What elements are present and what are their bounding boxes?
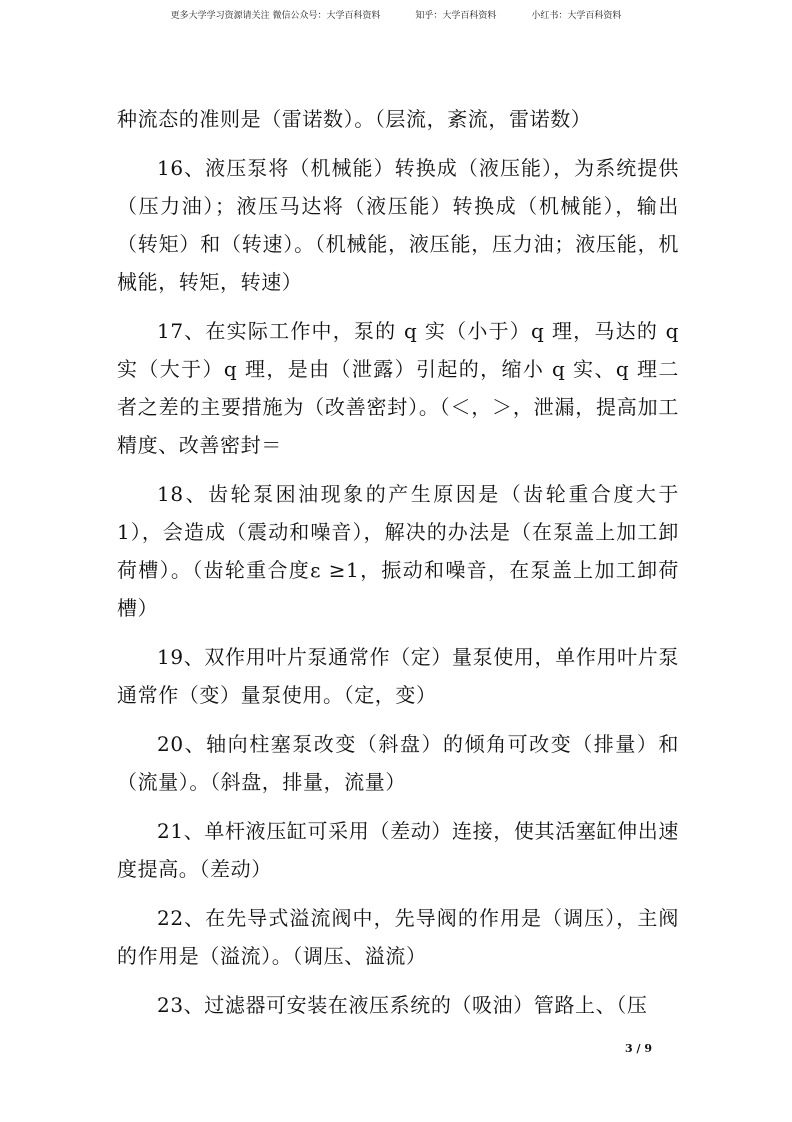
header-text-xiaohongshu: 小红书：大学百科资料 xyxy=(531,11,622,21)
paragraph-q23: 23、过滤器可安装在液压系统的（吸油）管路上、（压 xyxy=(157,993,648,1017)
paragraph-q18: 18、齿轮泵困油现象的产生原因是（齿轮重合度大于 1），会造成（震动和噪音），解决的办法是（在泵盖上加工卸荷槽）。（齿轮重合度ε ≥1，振动和噪音，在泵盖上加工卸荷槽） xyxy=(117,482,679,620)
header-text-zhihu: 知乎：大学百科资料 xyxy=(415,11,497,21)
paragraph-q16: 16、液压泵将（机械能）转换成（液压能），为系统提供（压力油）；液压马达将（液压能）转换成（机械能），输出（转矩）和（转速）。（机械能，液压能，压力油；液压能，机械能，转矩，转速） xyxy=(117,156,679,294)
paragraph-q20: 20、轴向柱塞泵改变（斜盘）的倾角可改变（排量）和（流量）。（斜盘，排量，流量） xyxy=(117,732,679,794)
page-header xyxy=(0,8,792,21)
paragraph-q21: 21、单杆液压缸可采用（差动）连接，使其活塞缸伸出速度提高。（差动） xyxy=(117,819,679,881)
paragraph-q17: 17、在实际工作中，泵的 q 实（小于）q 理，马达的 q 实（大于）q 理，是由（泄露）引起的，缩小 q 实、q 理二者之差的主要措施为（改善密封）。（＜，＞，泄漏，提高加工精度、改善密封＝ xyxy=(117,319,679,457)
document-body xyxy=(117,100,679,1024)
page-number: 3 / 9 xyxy=(625,1042,652,1055)
paragraph-q19: 19、双作用叶片泵通常作（定）量泵使用，单作用叶片泵通常作（变）量泵使用。（定，变） xyxy=(117,645,679,707)
header-text-wechat: 更多大学学习资源请关注 微信公众号：大学百科资料 xyxy=(170,11,381,21)
paragraph-q22: 22、在先导式溢流阀中，先导阀的作用是（调压），主阀的作用是（溢流）。（调压、溢流） xyxy=(117,906,679,968)
paragraph-continuation: 种流态的准则是（雷诺数）。（层流，紊流，雷诺数） xyxy=(117,107,592,131)
